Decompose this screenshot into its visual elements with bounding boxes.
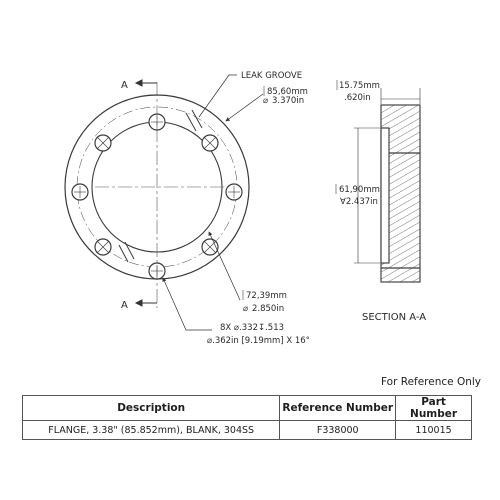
leak-groove-leader	[199, 75, 263, 121]
bolt-hole	[202, 135, 218, 151]
groove-dia-in: 3.370in	[272, 96, 305, 106]
hole-spec-line1: 8X ⌀.332↧.513	[220, 323, 285, 333]
section-bore	[381, 128, 389, 263]
thickness-in: .620in	[344, 93, 371, 103]
section-marker-top: A	[121, 80, 128, 91]
inner-dia-leader	[209, 232, 240, 300]
hole-leader	[163, 278, 212, 330]
leak-groove-cut	[125, 242, 134, 259]
section-dia-mm: 61,90mm	[339, 185, 380, 195]
inner-dia-mm: 72,39mm	[246, 291, 287, 301]
title-block-header	[23, 396, 472, 421]
inner-dia-in: 2.850in	[252, 304, 285, 314]
section-label: SECTION A-A	[362, 312, 427, 323]
thickness-mm: 15.75mm	[339, 81, 380, 91]
table-row	[23, 421, 472, 440]
section-marker-bottom: A	[121, 300, 128, 311]
header-description: Description	[23, 396, 280, 421]
cell-reference-number: F338000	[280, 421, 396, 440]
section-lower	[381, 268, 420, 282]
title-block	[22, 395, 472, 440]
cell-description: FLANGE, 3.38" (85.852mm), BLANK, 304SS	[23, 421, 280, 440]
reference-note: For Reference Only	[381, 376, 482, 388]
leak-groove-cut	[119, 245, 128, 262]
bolt-hole	[226, 184, 242, 200]
cell-part-number: 110015	[396, 421, 472, 440]
section-view	[381, 105, 420, 282]
section-dia-in: ∀2.437in	[340, 197, 378, 207]
header-part-number: Part Number	[396, 396, 472, 421]
groove-dia-mm: 85,60mm	[267, 87, 308, 97]
leak-groove-cut	[192, 110, 202, 128]
bolt-hole	[95, 135, 111, 151]
leak-groove-cut	[186, 113, 196, 131]
diameter-symbol: ⌀	[243, 304, 249, 314]
diameter-symbol: ⌀	[263, 96, 269, 106]
bolt-hole	[95, 239, 111, 255]
bolt-hole	[72, 184, 88, 200]
leak-groove-label: LEAK GROOVE	[241, 71, 303, 81]
header-reference-number: Reference Number	[280, 396, 396, 421]
hole-spec-line2: ⌀.362in [9.19mm] X 16°	[207, 336, 310, 346]
